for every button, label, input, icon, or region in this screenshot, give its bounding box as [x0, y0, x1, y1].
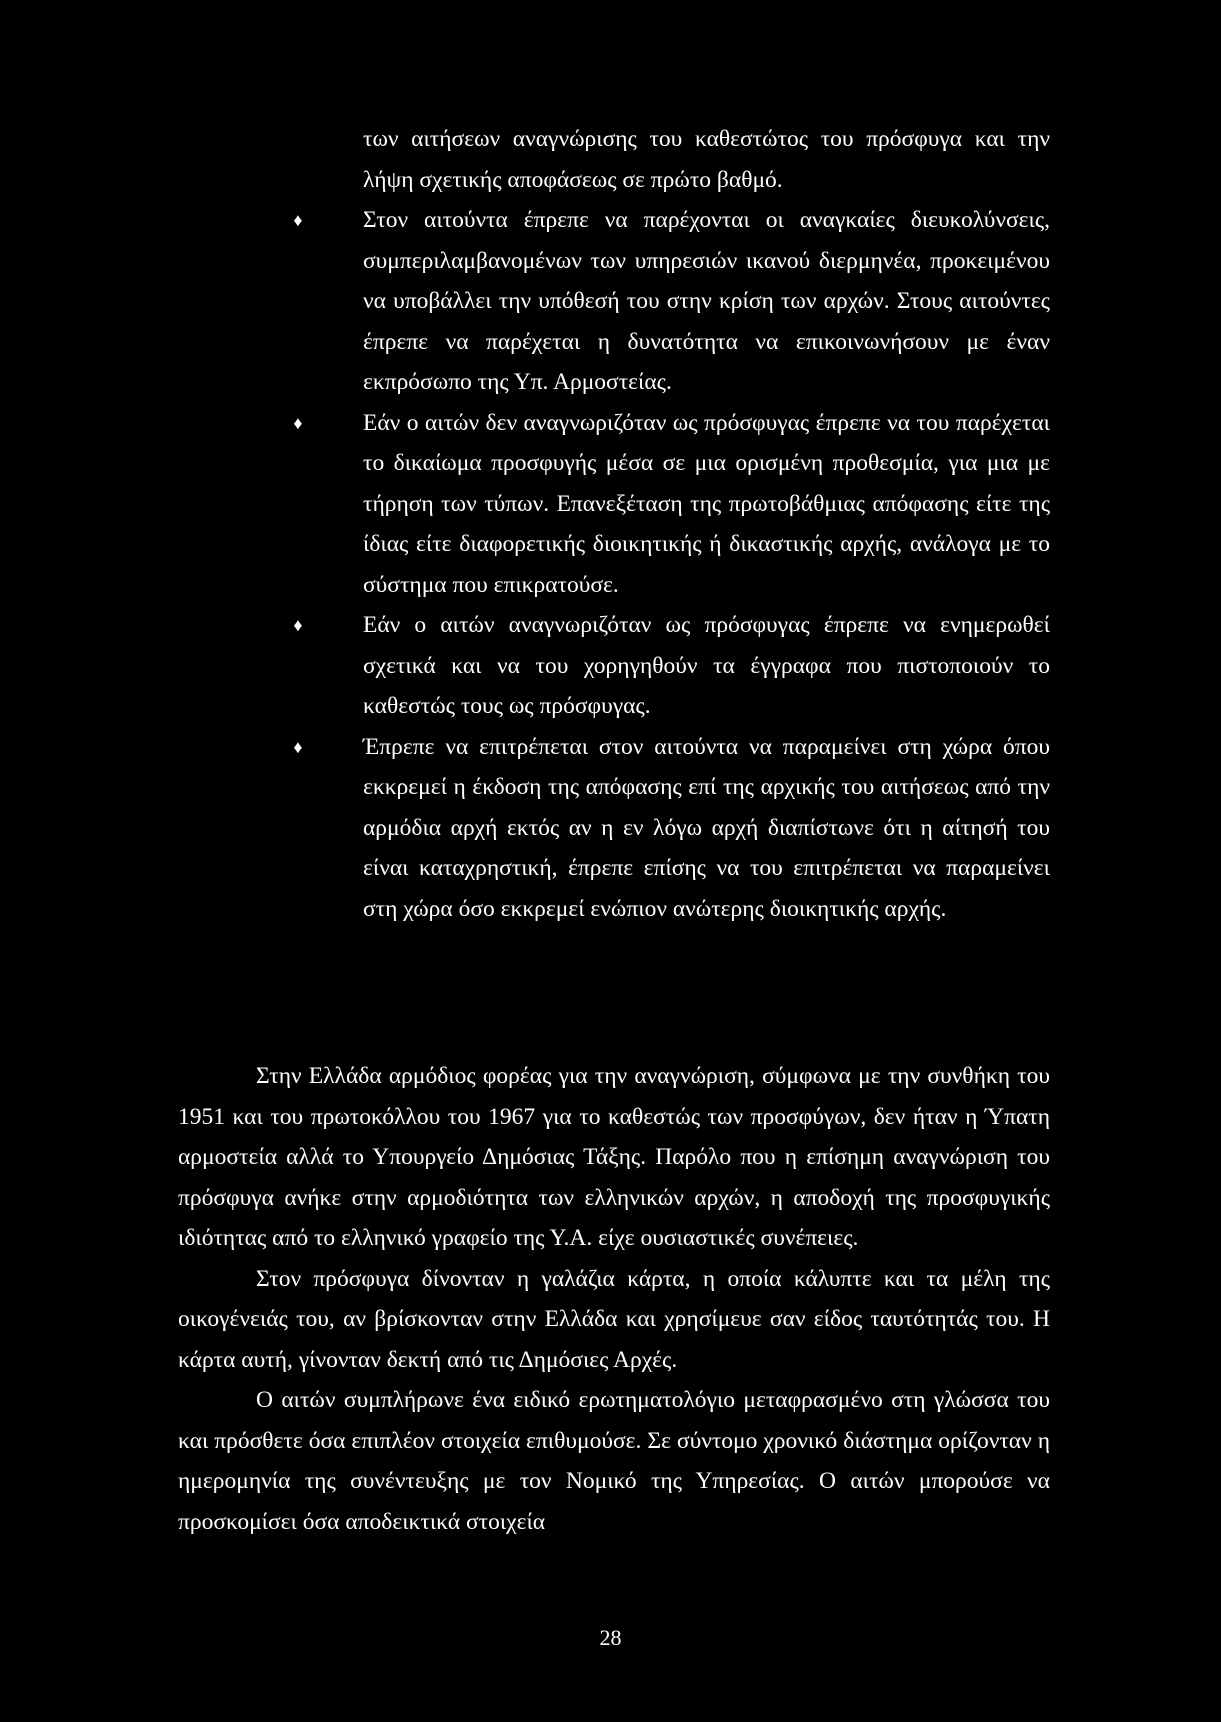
bullet-text: Εάν ο αιτών αναγνωριζόταν ως πρόσφυγας έπρεπε να ενημερωθεί σχετικά και να του χορηγηθούν τα έγγραφα που πιστοποιούν το καθεστώς τους ως πρόσφυγας. — [363, 612, 1050, 719]
body-text — [178, 1056, 1050, 1542]
continuation-text: των αιτήσεων αναγνώρισης του καθεστώτος του πρόσφυγα και την λήψη σχετικής αποφάσεως σε πρώτο βαθμό. — [363, 126, 1050, 193]
paragraph-1: Στην Ελλάδα αρμόδιος φορέας για την αναγνώριση, σύμφωνα με την συνθήκη του 1951 και του πρωτοκόλλου του 1967 για το καθεστώς των προσφύγων, δεν ήταν η Ύπατη αρμοστεία αλλά το Υπουργείο Δημόσιας Τάξης. Παρόλο που η επίσημη αναγνώριση του πρόσφυγα ανήκε στην αρμοδιότητα των ελληνικών αρχών, η αποδοχή της προσφυγικής ιδιότητας από το ελληνικό γραφείο της Υ.Α. είχε ουσιαστικές συνέπειες. — [178, 1063, 1050, 1251]
bullet-text: Εάν ο αιτών δεν αναγνωριζόταν ως πρόσφυγας έπρεπε να του παρέχεται το δικαίωμα προσφυγής μέσα σε μια ορισμένη προθεσμία, για μια με τήρηση των τύπων. Επανεξέταση της πρωτοβάθμιας απόφασης είτε της ίδιας είτε διαφορετικής διοικητικής ή δικαστικής αρχής, ανάλογα με το σύστημα που επικρατούσε. — [363, 409, 1050, 598]
bullet-item-4 — [293, 727, 1050, 930]
paragraph-2: Στον πρόσφυγα δίνονταν η γαλάζια κάρτα, η οποία κάλυπτε και τα μέλη της οικογένειάς του, αν βρίσκονταν στην Ελλάδα και χρησίμευε σαν είδος ταυτότητάς του. Η κάρτα αυτή, γίνονταν δεκτή από τις Δημόσιες Αρχές. — [178, 1265, 1050, 1373]
page-number: 28 — [599, 1625, 622, 1650]
diamond-bullet-icon: ♦ — [293, 412, 303, 433]
bullet-text: Στον αιτούντα έπρεπε να παρέχονται οι αναγκαίες διευκολύνσεις, συμπεριλαμβανομένων των υπηρεσιών ικανού διερμηνέα, προκειμένου να υποβάλλει την υπόθεσή του στην κρίση των αρχών. Στους αιτούντες έπρεπε να παρέχεται η δυνατότητα να επικοινωνήσουν με έναν εκπρόσωπο της Υπ. Αρμοστείας. — [363, 207, 1050, 395]
bullet-list — [293, 119, 1050, 929]
paragraph-3: Ο αιτών συμπλήρωνε ένα ειδικό ερωτηματολόγιο μεταφρασμένο στη γλώσσα του και πρόσθετε όσα επιπλέον στοιχεία επιθυμούσε. Σε σύντομο χρονικό διάστημα ορίζονταν η ημερομηνία της συνέντευξης με τον Νομικό της Υπηρεσίας. Ο αιτών μπορούσε να προσκομίσει όσα αποδεικτικά στοιχεία — [178, 1387, 1050, 1535]
bullet-item-1 — [293, 200, 1050, 403]
diamond-bullet-icon: ♦ — [293, 210, 303, 230]
diamond-bullet-icon: ♦ — [293, 736, 303, 757]
diamond-bullet-icon: ♦ — [293, 615, 303, 635]
bullet-text: Έπρεπε να επιτρέπεται στον αιτούντα να παραμείνει στη χώρα όπου εκκρεμεί η έκδοση της απόφασης επί της αρχικής του αιτήσεως από την αρμόδια αρχή εκτός αν η εν λόγω αρχή διαπίστωνε ότι η αίτησή του είναι καταχρηστική, έπρεπε επίσης να του επιτρέπεται να παραμείνει στη χώρα όσο εκκρεμεί ενώπιον ανώτερης διοικητικής αρχής. — [363, 733, 1050, 922]
bullet-item-2 — [293, 403, 1050, 606]
bullet-item-3 — [293, 605, 1050, 727]
